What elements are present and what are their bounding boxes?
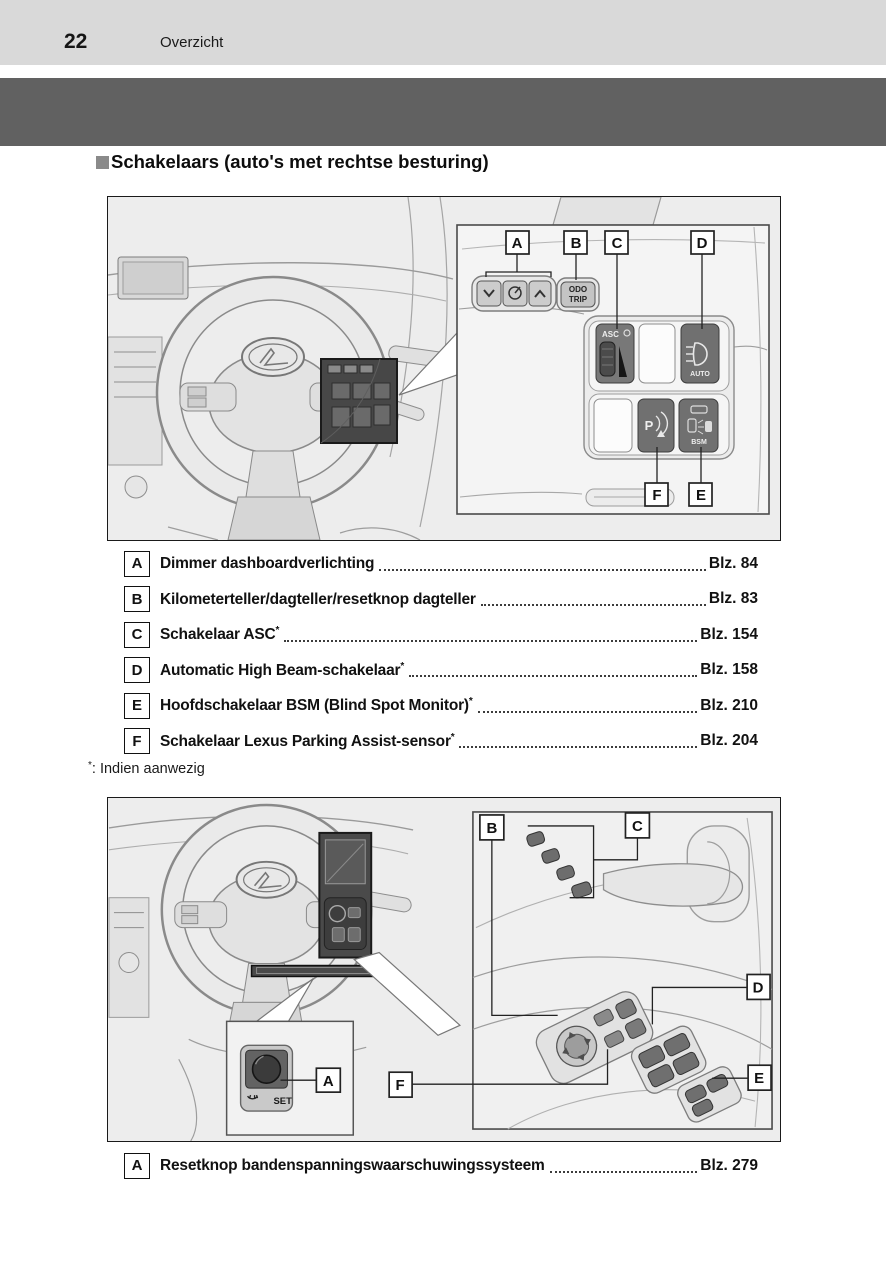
item-key-badge: D <box>124 657 150 683</box>
lexus-logo <box>237 862 297 898</box>
leader-dots <box>409 663 697 677</box>
figure-door-switches <box>107 797 781 1142</box>
reset-list <box>124 1148 758 1184</box>
footnote-text: : Indien aanwezig <box>91 761 205 777</box>
svg-text:E: E <box>695 487 707 504</box>
item-page-ref: Blz. 158 <box>700 661 758 679</box>
svg-text:A: A <box>322 1073 334 1091</box>
item-key-badge: E <box>124 693 150 719</box>
auto-high-beam-switch <box>681 324 719 383</box>
leader-dots <box>478 699 698 713</box>
blank-switch <box>639 324 675 383</box>
item-label: Dimmer dashboardverlichting <box>160 555 375 573</box>
svg-text:C: C <box>632 817 643 835</box>
svg-text:D: D <box>696 235 708 252</box>
svg-text:BSM: BSM <box>691 439 707 446</box>
list-item <box>124 582 758 618</box>
item-page-ref: Blz. 83 <box>708 590 758 608</box>
list-item <box>124 688 758 724</box>
svg-text:SET: SET <box>273 1096 292 1108</box>
item-label: Hoofdschakelaar BSM (Blind Spot Monitor)* <box>160 696 473 715</box>
item-label: Schakelaar Lexus Parking Assist-sensor* <box>160 731 455 750</box>
item-key-badge: A <box>124 551 150 577</box>
leader-dots <box>459 734 697 748</box>
item-page-ref: Blz. 154 <box>700 625 758 643</box>
section-heading-text: Schakelaars (auto's met rechtse besturing) <box>111 151 489 172</box>
section-title: Overzicht <box>160 34 224 51</box>
bsm-switch <box>679 399 718 452</box>
switch-area-inset <box>321 359 397 443</box>
header-band <box>0 0 886 65</box>
odo-trip-button <box>557 278 599 311</box>
a-pillar <box>553 197 661 225</box>
page-number: 22 <box>64 30 88 53</box>
svg-text:ODO: ODO <box>568 285 588 294</box>
set-button-callout <box>227 1021 354 1135</box>
item-key-badge: A <box>124 1153 150 1179</box>
svg-text:D: D <box>752 979 764 997</box>
item-key-badge: C <box>124 622 150 648</box>
item-label: Schakelaar ASC* <box>160 625 280 644</box>
tpms-reset-button <box>253 1055 281 1083</box>
chapter-band <box>0 78 886 146</box>
svg-text:B: B <box>570 235 582 252</box>
leader-dots <box>550 1159 698 1173</box>
list-item <box>124 617 758 653</box>
dimmer-button-cluster <box>472 276 556 311</box>
item-label: Kilometerteller/dagteller/resetknop dagteller <box>160 590 476 608</box>
svg-text:B: B <box>486 819 498 837</box>
dashboard-illustration <box>108 197 780 540</box>
lower-switch-panel <box>584 316 734 459</box>
svg-text:C: C <box>611 235 623 252</box>
door-illustration <box>108 798 780 1141</box>
item-page-ref: Blz. 210 <box>700 696 758 714</box>
item-key-badge: B <box>124 586 150 612</box>
svg-text:TRIP: TRIP <box>568 295 588 304</box>
item-page-ref: Blz. 279 <box>700 1156 758 1174</box>
section-heading <box>96 151 489 173</box>
item-key-badge: F <box>124 728 150 754</box>
asc-switch <box>596 324 634 383</box>
switch-callout-panel <box>457 225 769 514</box>
wheel-button <box>188 387 206 396</box>
list-item <box>124 546 758 582</box>
item-page-ref: Blz. 204 <box>700 732 758 750</box>
switch-list <box>124 546 758 759</box>
item-page-ref: Blz. 84 <box>708 554 758 572</box>
svg-text:AUTO: AUTO <box>690 371 710 378</box>
footnote <box>88 760 205 777</box>
svg-text:P: P <box>644 418 654 433</box>
figure-dashboard-switches <box>107 196 781 541</box>
leader-dots <box>379 557 706 571</box>
svg-text:A: A <box>511 235 523 252</box>
list-item <box>124 1148 758 1184</box>
center-console <box>108 337 162 465</box>
leader-dots <box>284 628 697 642</box>
item-label: Resetknop bandenspanningswaarschuwingssysteem <box>160 1157 545 1175</box>
square-bullet-icon <box>96 156 109 169</box>
door-switch-inset <box>319 833 371 958</box>
list-item <box>124 724 758 760</box>
svg-text:E: E <box>754 1070 765 1088</box>
leader-dots <box>481 592 706 606</box>
footnote-marker: * <box>88 760 92 771</box>
svg-text:F: F <box>652 487 662 504</box>
list-item <box>124 653 758 689</box>
item-label: Automatic High Beam-schakelaar* <box>160 660 405 679</box>
svg-text:ASC: ASC <box>602 330 619 339</box>
svg-text:F: F <box>395 1077 405 1095</box>
console-knob <box>125 476 147 498</box>
parking-assist-switch <box>638 399 674 452</box>
lexus-logo <box>242 338 304 376</box>
blank-switch <box>594 399 632 452</box>
